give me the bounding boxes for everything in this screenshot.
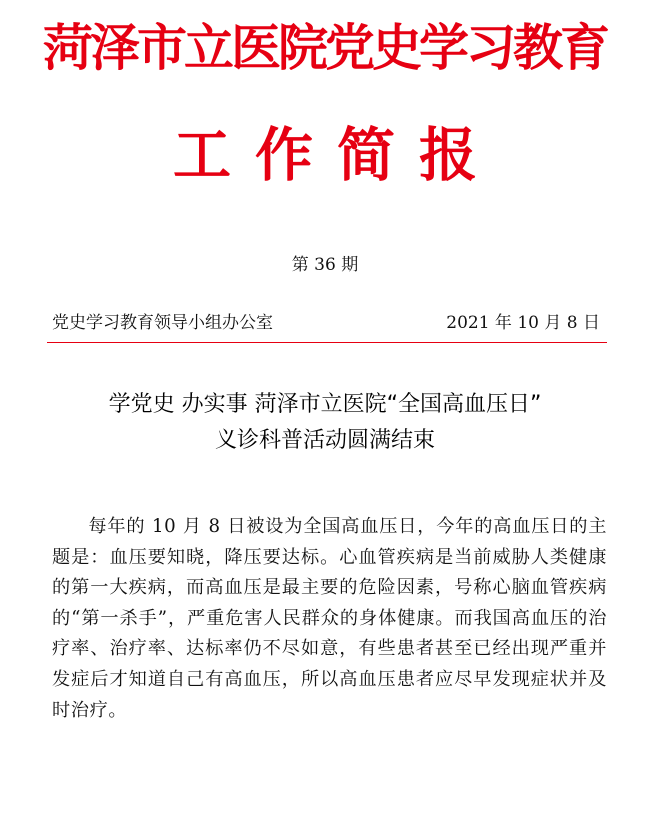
- issue-number: 第 36 期: [291, 255, 359, 275]
- bulletin-title: 工作简报: [172, 121, 501, 189]
- issue-date: 2021 年 10 月 8 日: [446, 313, 600, 333]
- article-paragraph: 每年的 10 月 8 日被设为全国高血压日，今年的高血压日的主题是：血压要知晓，降压要达标。心血管疾病是当前威胁人类健康的第一大疾病，而高血压是最主要的危险因素，号称心脑血管疾病的“第一杀手”，严重危害人民群众的身体健康。而我国高血压的治疗率、治疗率、达标率仍不尽如意，有些患者甚至已经出现严重并发症后才知道自己有高血压，所以高血压患者应尽早发现症状并及时治疗。: [52, 516, 607, 721]
- org-title: 菏泽市立医院党史学习教育: [43, 18, 607, 77]
- issuing-office: 党史学习教育领导小组办公室: [52, 313, 273, 333]
- red-divider: [47, 342, 607, 343]
- article-title: [30, 387, 620, 459]
- article-title-line-1: 学党史 办实事 菏泽市立医院“全国高血压日”: [108, 392, 542, 417]
- meta-row: [52, 310, 600, 336]
- article-title-line-2: 义诊科普活动圆满结束: [214, 428, 435, 453]
